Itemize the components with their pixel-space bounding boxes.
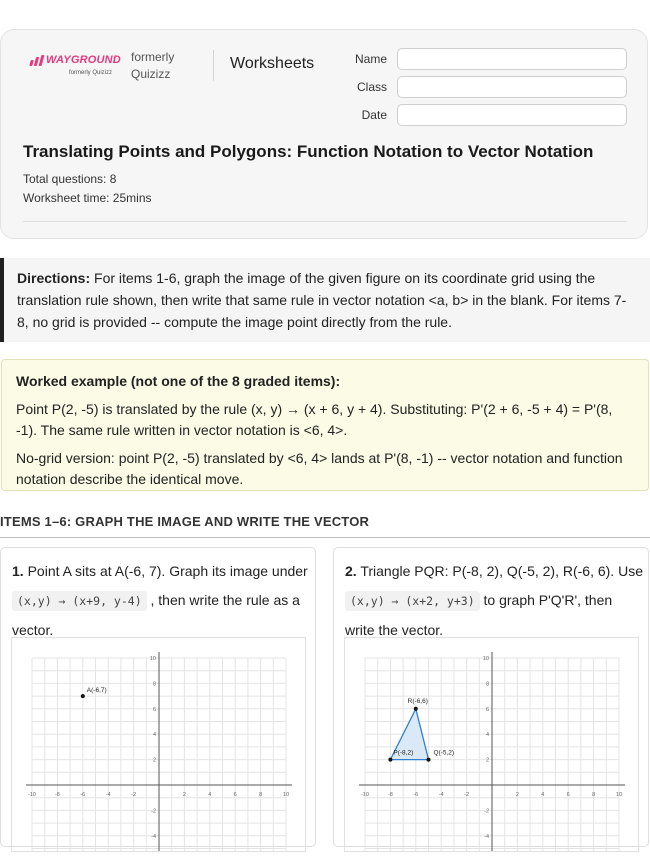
- y-tick-label: -2: [484, 808, 489, 815]
- translation-rule: (x,y) → (x+9, y-4): [12, 591, 147, 611]
- y-tick-label: 6: [485, 706, 489, 713]
- date-field[interactable]: [397, 104, 627, 126]
- class-label: Class: [356, 80, 387, 94]
- x-tick-label: -4: [105, 792, 111, 798]
- point-marker: [427, 758, 431, 762]
- y-tick-label: 10: [149, 656, 156, 662]
- total-questions: Total questions: 8: [23, 172, 117, 186]
- point-marker: [414, 707, 418, 711]
- question-prompt-end: , then write the rule as a vector.: [12, 592, 300, 638]
- section-rule: [0, 537, 650, 538]
- y-tick-label: -2: [151, 808, 156, 815]
- x-tick-label: 6: [233, 792, 237, 798]
- x-tick-label: -2: [131, 792, 137, 798]
- graph-frame: [344, 637, 639, 852]
- point-marker: [81, 694, 85, 698]
- x-tick-label: 10: [282, 792, 290, 798]
- x-tick-label: -4: [438, 792, 444, 798]
- question-number: 2.: [345, 563, 357, 579]
- question-number: 1.: [12, 563, 24, 579]
- wayground-logo: [30, 54, 121, 66]
- directions-box: [0, 258, 650, 342]
- graph-frame: [11, 637, 306, 852]
- point-label: Q(-5,2): [433, 749, 455, 757]
- x-tick-label: 2: [515, 792, 519, 798]
- worksheet-time: Worksheet time: 25mins: [23, 191, 152, 205]
- header-rule: [23, 221, 627, 222]
- question-card-1: [0, 547, 316, 847]
- question-prompt: Point A sits at A(-6, 7). Graph its image under: [27, 563, 308, 579]
- question-prompt: Triangle PQR: P(-8, 2), Q(-5, 2), R(-6, 6). Use: [360, 563, 643, 579]
- x-tick-label: 8: [259, 792, 263, 798]
- x-tick-label: 2: [182, 792, 186, 798]
- section-label: Worksheets: [230, 55, 315, 72]
- formerly-line2: Quizizz: [131, 67, 171, 81]
- x-tick-label: -8: [54, 792, 60, 798]
- x-tick-label: -6: [80, 792, 86, 798]
- directions-label: Directions:: [17, 270, 91, 286]
- x-tick-label: 4: [208, 792, 212, 798]
- x-tick-label: -10: [361, 792, 369, 798]
- worked-title: Worked example (not one of the 8 graded items):: [16, 373, 341, 389]
- date-label: Date: [361, 108, 387, 122]
- x-tick-label: -6: [413, 792, 419, 798]
- class-field[interactable]: [397, 76, 627, 98]
- x-tick-label: 4: [541, 792, 545, 798]
- y-tick-label: 8: [485, 681, 489, 688]
- point-marker: [388, 758, 392, 762]
- y-tick-label: 6: [152, 706, 156, 713]
- x-tick-label: 8: [592, 792, 596, 798]
- point-label: P(-8,2): [393, 749, 414, 757]
- y-tick-label: 2: [152, 757, 156, 764]
- x-tick-label: 10: [615, 792, 623, 798]
- section-heading: ITEMS 1–6: GRAPH THE IMAGE AND WRITE THE VECTOR: [0, 514, 370, 529]
- point-label: R(-6,6): [407, 697, 428, 705]
- directions-text: For items 1-6, graph the image of the given figure on its coordinate grid using the translation rule shown, then write that same rule in vector notation <a, b> in the blank. For items 7-8, no grid is provided -- compute the image point directly from the rule.: [17, 270, 627, 330]
- y-tick-label: 4: [152, 732, 156, 739]
- worksheet-title: Translating Points and Polygons: Function Notation to Vector Notation: [23, 142, 594, 161]
- x-tick-label: -10: [28, 792, 36, 798]
- x-tick-label: -8: [387, 792, 393, 798]
- logo-word: WAYGROUND: [46, 54, 121, 66]
- question-text-2: [345, 557, 645, 645]
- y-tick-label: -4: [151, 833, 156, 840]
- translation-rule: (x,y) → (x+2, y+3): [345, 591, 480, 611]
- question-text-1: [12, 557, 312, 645]
- worked-paragraph-1: Point P(2, -5) is translated by the rule (x, y) → (x + 6, y + 4). Substituting: P'(2 + 6, -5 + 4) = P'(8, -1). The same rule written in vector notation is <6, 4>.: [16, 401, 613, 438]
- worked-paragraph-2: No-grid version: point P(2, -5) translated by <6, 4> lands at P'(8, -1) -- vector notation and function notation describe the identical move.: [16, 450, 623, 487]
- name-label: Name: [354, 52, 387, 66]
- header-divider: [213, 50, 214, 81]
- y-tick-label: 10: [482, 656, 489, 662]
- formerly-note: [131, 49, 174, 83]
- point-label: A(-6,7): [86, 687, 107, 695]
- worked-example: [1, 359, 649, 491]
- y-tick-label: 2: [485, 757, 489, 764]
- y-tick-label: -4: [484, 833, 489, 840]
- logo-bars-icon: [30, 55, 44, 66]
- question-card-2: [333, 547, 649, 847]
- name-field[interactable]: [397, 48, 627, 70]
- y-tick-label: 4: [485, 732, 489, 739]
- logo-subtitle: formerly Quizizz: [69, 70, 113, 76]
- formerly-line1: formerly: [131, 50, 175, 64]
- coordinate-grid[interactable]: [345, 638, 638, 851]
- coordinate-grid[interactable]: [12, 638, 305, 851]
- x-tick-label: -2: [464, 792, 470, 798]
- question-prompt-end: to graph P'Q'R', then write the vector.: [345, 592, 613, 638]
- x-tick-label: 6: [566, 792, 570, 798]
- y-tick-label: 8: [152, 681, 156, 688]
